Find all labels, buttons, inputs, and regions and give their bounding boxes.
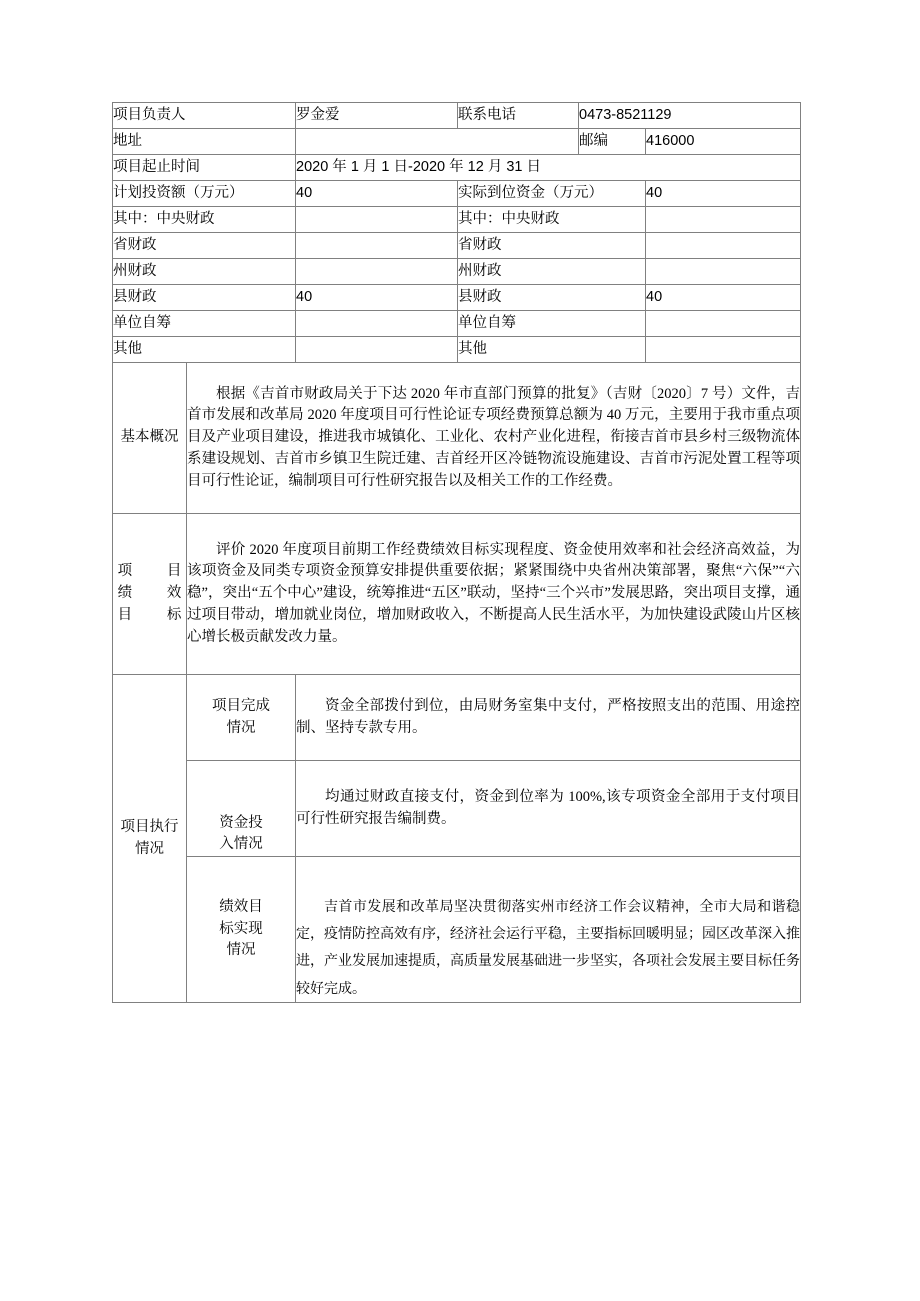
funding-right-label: 单位自筹 [458, 311, 646, 337]
execution-label [113, 675, 187, 1003]
execution-sublabel-line: 入情况 [219, 836, 263, 853]
funding-left-label: 省财政 [113, 233, 296, 259]
manager-value: 罗金爱 [296, 103, 458, 129]
funding-left-label: 其他 [113, 337, 296, 363]
funding-left-value: 40 [296, 285, 458, 311]
execution-text-goal-achievement: 吉首市发展和改革局坚决贯彻落实州市经济工作会议精神，全市大局和谐稳定，疫情防控高效有序，经济社会运行平稳，主要指标回暖明显；园区改革深入推进，产业发展加速提质，高质量发展基础进一步坚实，各项社会发展主要目标任务较好完成。 [296, 857, 801, 1003]
overview-text: 根据《吉首市财政局关于下达 2020 年市直部门预算的批复》（吉财〔2020〕7 号）文件，吉首市发展和改革局 2020 年度项目可行性论证专项经费预算总额为 40 万元，主要用于我市重点项目及产业项目建设，推进我市城镇化、工业化、农村产业化进程，衔接吉首市县乡村三级物流体系建设规划、吉首市乡镇卫生院迁建、吉首经开区冷链物流设施建设、吉首市污泥处置工程等项目可行性论证，编制项目可行性研究报告以及相关工作的工作经费。 [187, 363, 801, 514]
funding-right-label: 州财政 [458, 259, 646, 285]
execution-sublabel-funding [187, 761, 296, 857]
execution-label-line: 项目执行 [120, 818, 179, 835]
funding-left-label: 其中：中央财政 [113, 207, 296, 233]
funding-right-value [646, 233, 801, 259]
funding-right-value [646, 259, 801, 285]
table-row-overview [113, 363, 801, 514]
table-row [113, 259, 801, 285]
phone-label: 联系电话 [458, 103, 579, 129]
performance-goal-label-line: 绩 效 [117, 585, 182, 602]
actual-funds-label: 实际到位资金（万元） [458, 181, 646, 207]
funding-left-label: 县财政 [113, 285, 296, 311]
table-row-investment [113, 181, 801, 207]
execution-sublabel-line: 项目完成 [212, 697, 270, 714]
performance-goal-label-line: 目 标 [117, 606, 182, 623]
funding-left-value [296, 207, 458, 233]
postcode-label: 邮编 [579, 129, 646, 155]
funding-right-value [646, 337, 801, 363]
funding-right-value: 40 [646, 285, 801, 311]
table-row [113, 337, 801, 363]
table-row-performance-goal [113, 514, 801, 675]
overview-label [113, 363, 187, 514]
address-label: 地址 [113, 129, 296, 155]
table-row-address [113, 129, 801, 155]
execution-sublabel-line: 标实现 [219, 920, 263, 937]
funding-left-value [296, 233, 458, 259]
funding-right-value [646, 207, 801, 233]
funding-left-label: 单位自筹 [113, 311, 296, 337]
manager-label: 项目负责人 [113, 103, 296, 129]
table-row-execution-3 [113, 857, 801, 1003]
performance-goal-text: 评价 2020 年度项目前期工作经费绩效目标实现程度、资金使用效率和社会经济高效益，为该项资金及同类专项资金预算安排提供重要依据；紧紧围绕中央省州决策部署，聚焦“六保”“六稳”，突出“五个中心”建设，统筹推进“五区”联动，坚持“三个兴市”发展思路，突出项目支撑，通过项目带动，增加就业岗位，增加财政收入，不断提高人民生活水平，为加快建设武陵山片区核心增长极贡献发改力量。 [187, 514, 801, 675]
performance-goal-label [113, 514, 187, 675]
table-row-execution-2 [113, 761, 801, 857]
execution-sublabel-line: 情况 [226, 719, 256, 736]
funding-left-value [296, 337, 458, 363]
planned-investment-label: 计划投资额（万元） [113, 181, 296, 207]
execution-sublabel-goal-achievement [187, 857, 296, 1003]
execution-label-line: 情况 [135, 840, 164, 857]
phone-value: 0473-8521129 [579, 103, 801, 129]
table-row [113, 207, 801, 233]
funding-right-label: 其他 [458, 337, 646, 363]
actual-funds-value: 40 [646, 181, 801, 207]
funding-left-value [296, 311, 458, 337]
funding-right-label: 其中：中央财政 [458, 207, 646, 233]
funding-left-label: 州财政 [113, 259, 296, 285]
table-row-execution-1 [113, 675, 801, 761]
execution-sublabel-line: 绩效目 [219, 898, 263, 915]
table-row [113, 285, 801, 311]
funding-right-label: 县财政 [458, 285, 646, 311]
period-value: 2020 年 1 月 1 日-2020 年 12 月 31 日 [296, 155, 801, 181]
table-row-period [113, 155, 801, 181]
funding-left-value [296, 259, 458, 285]
execution-text-completion: 资金全部拨付到位，由局财务室集中支付，严格按照支出的范围、用途控制、坚持专款专用。 [296, 675, 801, 761]
address-value [296, 129, 579, 155]
overview-label-line: 基本概况 [120, 429, 179, 446]
project-performance-table [112, 102, 801, 1003]
execution-sublabel-completion [187, 675, 296, 761]
execution-sublabel-line: 资金投 [219, 814, 263, 831]
funding-right-value [646, 311, 801, 337]
table-row [113, 233, 801, 259]
performance-goal-label-line: 项 目 [117, 563, 182, 580]
table-row-manager [113, 103, 801, 129]
postcode-value: 416000 [646, 129, 801, 155]
planned-investment-value: 40 [296, 181, 458, 207]
table-row [113, 311, 801, 337]
execution-sublabel-line: 情况 [226, 942, 256, 959]
execution-text-funding: 均通过财政直接支付，资金到位率为 100%,该专项资金全部用于支付项目可行性研究报告编制费。 [296, 761, 801, 857]
funding-right-label: 省财政 [458, 233, 646, 259]
period-label: 项目起止时间 [113, 155, 296, 181]
